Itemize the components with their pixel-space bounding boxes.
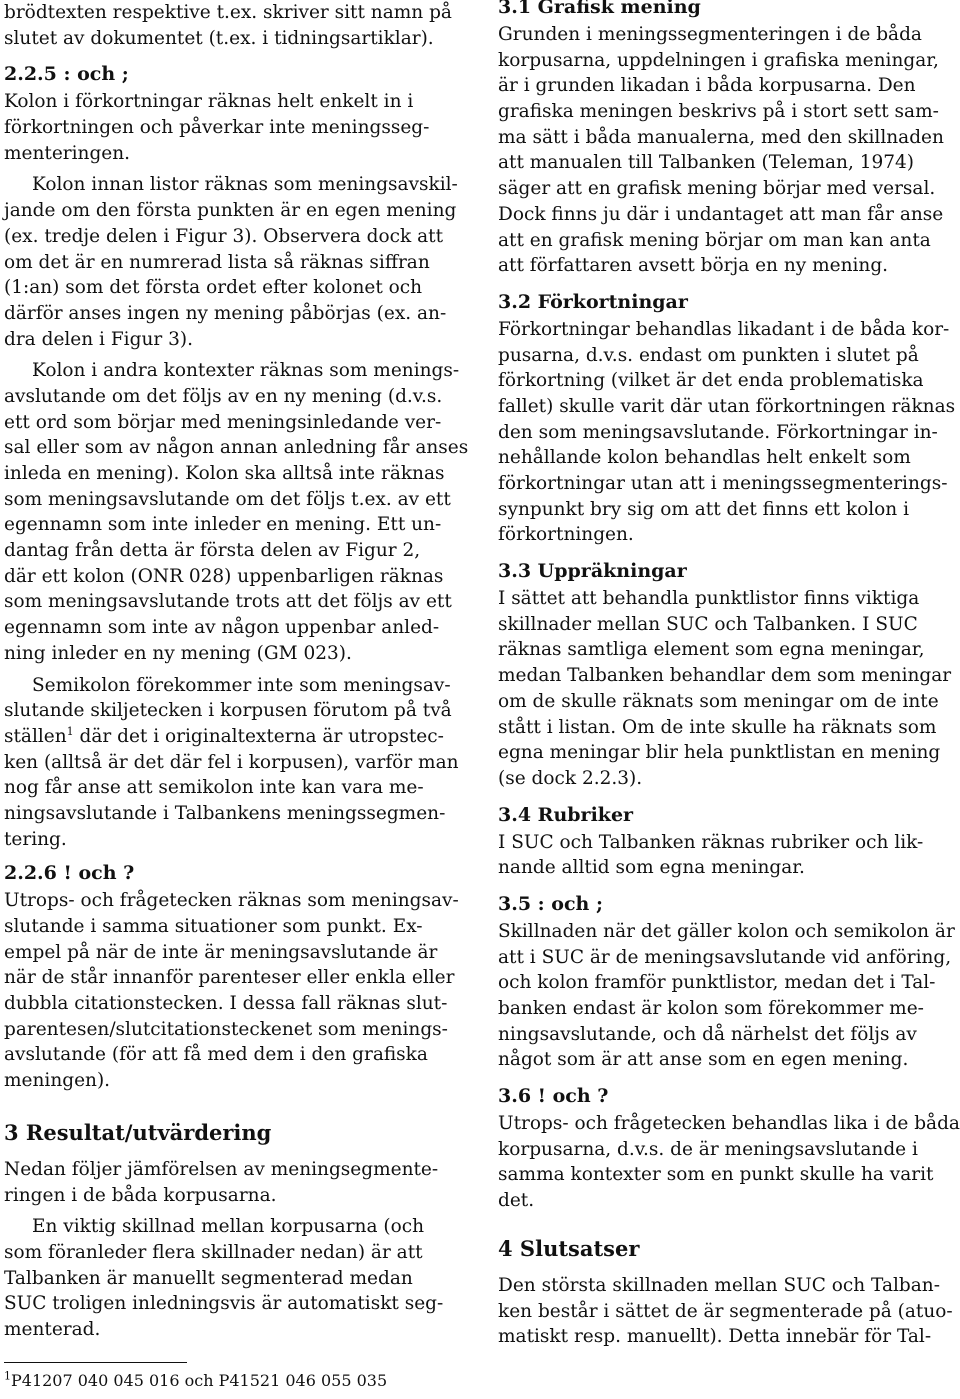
paragraph-resultat-1 — [4, 1157, 462, 1208]
text-line: förkortning (vilket är det enda problematiska — [498, 370, 924, 392]
text-line: Kolon innan listor räknas som meningsavskil- — [32, 174, 458, 196]
text-line: om de skulle räknats som meningar om de inte — [498, 690, 939, 712]
text-line: egna meningar blir hela punktlistan en mening — [498, 742, 941, 764]
text-line: jande om den första punkten är en egen mening — [4, 200, 457, 222]
text-line: där ett kolon (ONR 028) uppenbarligen räknas — [4, 565, 444, 587]
text-line: ringen i de båda korpusarna. — [4, 1184, 277, 1206]
footnote — [4, 1370, 387, 1392]
text-line: Skillnaden när det gäller kolon och semikolon är — [498, 920, 955, 942]
heading-4: 4 Slutsatser — [498, 1235, 640, 1261]
text-line: ken (alltså är det där fel i korpusen), varför man — [4, 751, 459, 773]
paragraph-kolon-3 — [4, 358, 469, 666]
paragraph-kolon-1 — [4, 89, 462, 166]
text-line: att författaren avsett börja en ny mening. — [498, 255, 889, 277]
text-line: stått i listan. Om de inte skulle ha räknats som — [498, 716, 937, 738]
text-line: (se dock 2.2.3). — [498, 767, 643, 789]
text-line: Kolon i förkortningar räknas helt enkelt in i — [4, 91, 414, 113]
text-line: som föranleder flera skillnader nedan) är att — [4, 1241, 423, 1263]
text-line: slutande skiljetecken i korpusen förutom på två — [4, 700, 452, 722]
heading-3-5: 3.5 : och ; — [498, 892, 603, 915]
footnote-mark: 1 — [4, 1369, 11, 1383]
text-line: därför anses ingen ny mening påbörjas (ex. an- — [4, 302, 447, 324]
text-line: empel på när de inte är meningsavslutande är — [4, 941, 438, 963]
text-line: ning inleder en ny mening (GM 023). — [4, 642, 352, 664]
text-line: att en grafisk mening börjar om man kan anta — [498, 229, 931, 251]
heading-2-2-5: 2.2.5 : och ; — [4, 63, 129, 86]
text-line: nande alltid som egna meningar. — [498, 857, 805, 879]
footnote-rule — [4, 1362, 187, 1363]
paragraph-3-2 — [498, 317, 956, 548]
heading-3-1: 3.1 Grafisk mening — [498, 0, 701, 18]
text-line: medan Talbanken behandlar dem som meningar — [498, 665, 952, 687]
text-line: samma kontexter som en punkt skulle ha varit — [498, 1164, 934, 1186]
text-line: ningsavslutande, och då närhelst det följs av — [498, 1023, 917, 1045]
text-line: Utrops- och frågetecken behandlas lika i de båda — [498, 1113, 960, 1135]
text-line: En viktig skillnad mellan korpusarna (och — [32, 1216, 424, 1238]
text-line: Förkortningar behandlas likadant i de båda kor- — [498, 318, 950, 340]
text-line: matiskt resp. manuellt). Detta innebär för Tal- — [498, 1326, 932, 1348]
text-line: säger att en grafisk mening börjar med versal. — [498, 178, 936, 200]
text-line: ken består i sättet de är segmenterade på (atuo- — [498, 1300, 953, 1322]
text-line: slutande i samma situationer som punkt. Ex- — [4, 916, 423, 937]
text-line: Kolon i andra kontexter räknas som menings- — [32, 360, 460, 382]
paragraph-intro — [4, 0, 462, 51]
paragraph-3-4 — [498, 830, 956, 881]
text-line: Nedan följer jämförelsen av meningsegmente- — [4, 1158, 439, 1180]
text-line: banken endast är kolon som förekommer me- — [498, 998, 924, 1019]
text-line: dubbla citationstecken. I dessa fall räknas slut- — [4, 993, 448, 1015]
text-line: SUC troligen inledningsvis är automatiskt seg- — [4, 1293, 444, 1315]
text-line: när de står innanför parenteser eller enkla eller — [4, 967, 455, 989]
text-line: parentesen/slutcitationsteckenet som menings- — [4, 1018, 448, 1040]
paragraph-4 — [498, 1273, 956, 1350]
text-line: nog får anse att semikolon inte kan vara me- — [4, 777, 424, 799]
text-line: inleda en mening). Kolon ska alltså inte räknas — [4, 463, 445, 484]
text-line: och kolon framför punktlistor, medan det i Tal- — [498, 972, 936, 994]
text-line: skillnader mellan SUC och Talbanken. I SUC — [498, 613, 918, 635]
heading-3-3: 3.3 Uppräkningar — [498, 560, 687, 583]
text-line: förkortningar utan att i meningssegmenterings- — [498, 473, 948, 494]
text-line: som meningsavslutande om det följs t.ex. av ett — [4, 488, 451, 510]
text-line: menterad. — [4, 1318, 101, 1340]
text-line: egennamn som inte inleder en mening. Ett un- — [4, 514, 442, 536]
text-line: korpusarna, uppdelningen i grafiska meningar, — [498, 49, 939, 71]
text-line: Utrops- och frågetecken räknas som meningsav- — [4, 890, 459, 912]
text-line: slutet av dokumentet (t.ex. i tidningsartiklar). — [4, 27, 434, 49]
text-line: Semikolon förekommer inte som meningsav- — [32, 674, 451, 696]
paragraph-resultat-2 — [4, 1214, 462, 1342]
text-line: Talbanken är manuellt segmenterad medan — [4, 1267, 413, 1289]
text-line: (1:an) som det första ordet efter kolonet och — [4, 277, 423, 299]
text-line: (ex. tredje delen i Figur 3). Observera dock att — [4, 225, 444, 247]
paragraph-3-5 — [498, 919, 956, 1073]
text-line: I sättet att behandla punktlistor finns viktiga — [498, 588, 920, 610]
heading-3-2: 3.2 Förkortningar — [498, 290, 688, 313]
text-line: brödtexten respektive t.ex. skriver sitt namn på — [4, 2, 452, 23]
text-line: något som är att anse som en egen mening. — [498, 1049, 909, 1071]
text-line: Dock finns ju där i undantaget att man får anse — [498, 203, 944, 225]
heading-3-4: 3.4 Rubriker — [498, 803, 634, 826]
text-line: ma sätt i båda manualerna, med den skillnaden — [498, 126, 944, 148]
text-line: synpunkt bry sig om att det finns ett kolon i — [498, 498, 910, 520]
paragraph-3-3 — [498, 586, 956, 792]
text-line: pusarna, d.v.s. endast om punkten i slutet på — [498, 344, 919, 366]
text-line: fallet) skulle varit där utan förkortningen räknas — [498, 395, 956, 417]
text-line: om det är en numrerad lista så räknas siffran — [4, 251, 430, 273]
paragraph-kolon-2 — [4, 172, 462, 352]
text-line: räknas samtliga element som egna meningar, — [498, 639, 925, 661]
text-line: grafiska meningen beskrivs på i stort sett sam- — [498, 101, 939, 123]
paragraph-utrop — [4, 888, 462, 1094]
text-line: ett ord som börjar med meningsinledande ver- — [4, 411, 442, 433]
text-line: det. — [498, 1190, 535, 1212]
text-line: ningsavslutande i Talbankens meningssegmen- — [4, 802, 446, 824]
text-line: meningen). — [4, 1070, 111, 1092]
footnote-text: P41207 040 045 016 och P41521 046 055 035 — [11, 1371, 388, 1390]
text-line: den som meningsavslutande. Förkortningar in- — [498, 421, 938, 443]
text-line: är i grunden likadan i båda korpusarna. Den — [498, 75, 916, 97]
text-line: dra delen i Figur 3). — [4, 328, 193, 350]
text-line: sal eller som av någon annan anledning får anses — [4, 437, 469, 459]
text-line: som meningsavslutande trots att det följs av ett — [4, 591, 452, 613]
text-line: förkortningen och påverkar inte meningsseg- — [4, 117, 430, 139]
right-column — [498, 0, 960, 1350]
heading-3: 3 Resultat/utvärdering — [4, 1119, 272, 1145]
paragraph-3-6 — [498, 1111, 960, 1214]
heading-2-2-6: 2.2.6 ! och ? — [4, 862, 135, 885]
text-line: Den största skillnaden mellan SUC och Talban- — [498, 1274, 940, 1296]
text-line: menteringen. — [4, 142, 131, 164]
text-line: I SUC och Talbanken räknas rubriker och lik- — [498, 831, 924, 853]
text-line: Grunden i meningssegmenteringen i de båda — [498, 24, 922, 45]
text-line: avslutande (för att få med dem i den grafiska — [4, 1044, 428, 1066]
text-line: att i SUC är de meningsavslutande vid anföring, — [498, 946, 952, 968]
left-column — [4, 0, 469, 1343]
text-line: förkortningen. — [498, 524, 634, 546]
text-line: korpusarna, d.v.s. de är meningsavslutande i — [498, 1138, 918, 1160]
paragraph-3-1 — [498, 22, 956, 279]
text-line: nehållande kolon behandlas helt enkelt som — [498, 447, 911, 469]
paragraph-semikolon — [4, 673, 462, 853]
text-line: avslutande om det följs av en ny mening (d.v.s. — [4, 385, 443, 407]
text-line: egennamn som inte av någon uppenbar anled- — [4, 617, 440, 639]
heading-3-6: 3.6 ! och ? — [498, 1085, 609, 1108]
footnote-ref[interactable]: 1 — [66, 724, 74, 738]
text-line: dantag från detta är första delen av Figur 2, — [4, 540, 421, 562]
text-line: ställen$^1$ där det i originaltexterna är utropstec- — [4, 724, 444, 747]
text-line: att manualen till Talbanken (Teleman, 1974) — [498, 152, 915, 174]
text-line: tering. — [4, 828, 67, 850]
